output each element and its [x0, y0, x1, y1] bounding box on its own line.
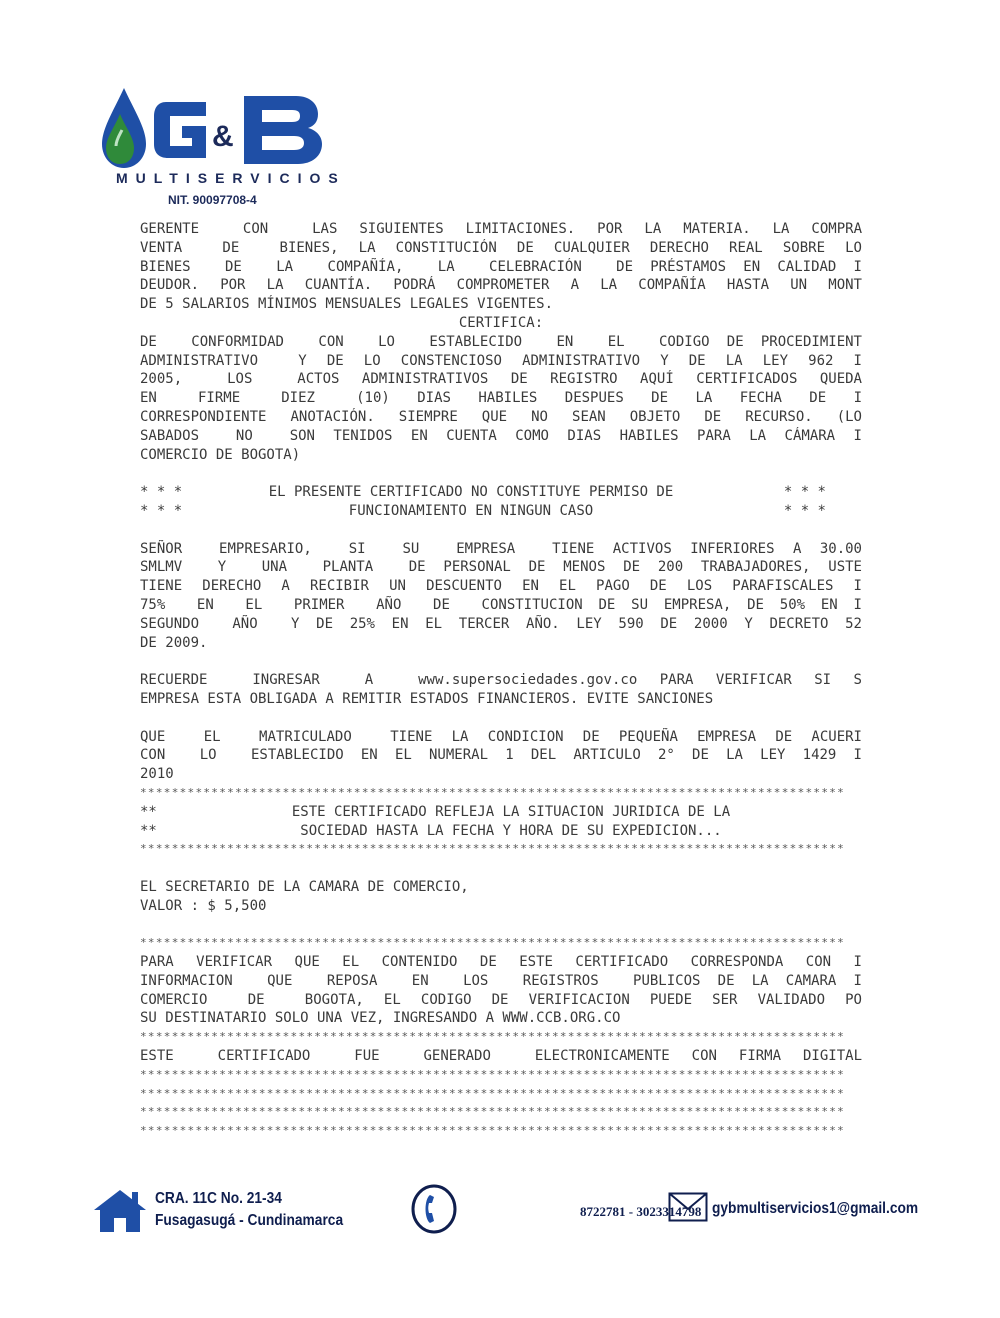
text-line: EMPRESA ESTA OBLIGADA A REMITIR ESTADOS FINANCIEROS. EVITE SANCIONES [140, 690, 714, 707]
supersociedades-paragraph [140, 671, 862, 709]
star-rule: ***************************************************************************************** [140, 936, 846, 950]
notice-stars-right: * * * [783, 484, 826, 501]
logo-subtitle: MULTISERVICIOS [116, 170, 346, 186]
valor-line: VALOR : $ 5,500 [140, 897, 267, 914]
letterhead-footer [0, 1180, 1000, 1260]
text-line: DE 2009. [140, 634, 208, 651]
svg-text:&: & [212, 120, 234, 153]
email-address: gybmultiservicios1@gmail.com [712, 1200, 919, 1217]
permit-notice [140, 483, 862, 521]
text-line: COMERCIO DE BOGOTA, EL CODIGO DE VERIFICACION PUEDE SER VALIDADO PO [140, 991, 862, 1008]
verification-paragraph [140, 953, 862, 1028]
text-line: DE CONFORMIDAD CON LO ESTABLECIDO EN EL CODIGO DE PROCEDIMIENT [140, 333, 862, 350]
procedure-paragraph [140, 333, 862, 465]
text-line: COMERCIO DE BOGOTA) [140, 446, 301, 463]
text-line: RECUERDE INGRESAR A www.supersociedades.gov.co PARA VERIFICAR SI S [140, 672, 862, 689]
text-line: TIENE DERECHO A RECIBIR UN DESCUENTO EN EL PAGO DE LOS PARAFISCALES I [140, 578, 862, 595]
address [155, 1188, 343, 1232]
star-rule: ***************************************************************************************** [140, 1030, 846, 1044]
reflect-line: SOCIEDAD HASTA LA FECHA Y HORA DE SU EXPEDICION... [300, 822, 722, 839]
notice-line: EL PRESENTE CERTIFICADO NO CONSTITUYE PERMISO DE [268, 484, 674, 501]
text-line: 2010 [140, 766, 174, 783]
text-line: DEUDOR. POR LA CUANTÍA. PODRÁ COMPROMETER A LA COMPAÑÍA HASTA UN MONT [140, 277, 862, 294]
star-rule: ***************************************************************************************** [140, 1124, 846, 1138]
text-line: GERENTE CON LAS SIGUIENTES LIMITACIONES. POR LA MATERIA. LA COMPRA [140, 221, 862, 237]
star-rule: ***************************************************************************************** [140, 1067, 846, 1081]
notice-stars-left: * * * [140, 502, 183, 519]
text-line: QUE EL MATRICULADO TIENE LA CONDICION DE PEQUEÑA EMPRESA DE ACUERI [140, 728, 862, 745]
reflect-stars: ** [140, 803, 157, 820]
secretary-line: EL SECRETARIO DE LA CAMARA DE COMERCIO, [140, 878, 469, 895]
text-line: 2005, LOS ACTOS ADMINISTRATIVOS DE REGISTRO AQUÍ CERTIFICADOS QUEDA [140, 371, 862, 388]
text-line: SMLMV Y UNA PLANTA DE PERSONAL DE MENOS DE 200 TRABAJADORES, USTE [140, 559, 862, 576]
limitations-paragraph [140, 220, 862, 314]
nit-number: NIT. 90097708-4 [168, 193, 257, 207]
notice-stars-right: * * * [783, 502, 826, 519]
entrepreneur-paragraph [140, 540, 862, 653]
address-city: Fusagasugá - Cundinamarca [155, 1212, 344, 1229]
certifica-heading: CERTIFICA: [458, 314, 544, 331]
notice-line: FUNCIONAMIENTO EN NINGUN CASO [348, 502, 594, 519]
text-line: CON LO ESTABLECIDO EN EL NUMERAL 1 DEL ARTICULO 2° DE LA LEY 1429 I [140, 747, 862, 764]
text-line: DE 5 SALARIOS MÍNIMOS MENSUALES LEGALES VIGENTES. [140, 296, 554, 313]
certificate-body [140, 220, 862, 1150]
star-rule: ***************************************************************************************** [140, 1086, 846, 1100]
text-line: VENTA DE BIENES, LA CONSTITUCIÓN DE CUALQUIER DERECHO REAL SOBRE LO [140, 239, 862, 256]
gb-logo [96, 84, 336, 170]
text-line: ADMINISTRATIVO Y DE LO CONSTENCIOSO ADMINISTRATIVO Y DE LA LEY 962 I [140, 352, 862, 369]
house-icon [92, 1188, 148, 1234]
address-street: CRA. 11C No. 21-34 [155, 1190, 282, 1207]
star-rule: ***************************************************************************************** [140, 1105, 846, 1119]
reflect-line: ESTE CERTIFICADO REFLEJA LA SITUACION JURIDICA DE LA [291, 803, 731, 820]
reflect-notice [140, 803, 862, 841]
notice-stars-left: * * * [140, 484, 183, 501]
phone-icon [410, 1183, 458, 1235]
phone-numbers: 8722781 - 3023314798 [580, 1204, 702, 1219]
text-line: BIENES DE LA COMPAÑÍA, LA CELEBRACIÓN DE PRÉSTAMOS EN CALIDAD I [140, 258, 862, 275]
small-business-paragraph [140, 728, 862, 784]
text-line: INFORMACION QUE REPOSA EN LOS REGISTROS PUBLICOS DE LA CAMARA I [140, 972, 862, 989]
star-rule: ***************************************************************************************** [140, 842, 846, 856]
text-line: PARA VERIFICAR QUE EL CONTENIDO DE ESTE CERTIFICADO CORRESPONDA CON I [140, 954, 862, 971]
text-line: SU DESTINATARIO SOLO UNA VEZ, INGRESANDO A WWW.CCB.ORG.CO [140, 1010, 621, 1027]
star-rule: ***************************************************************************************** [140, 785, 846, 799]
text-line: SEGUNDO AÑO Y DE 25% EN EL TERCER AÑO. LEY 590 DE 2000 Y DECRETO 52 [140, 615, 862, 632]
envelope-icon [668, 1192, 708, 1222]
text-line: EN FIRME DIEZ (10) DIAS HABILES DESPUES DE LA FECHA DE I [140, 390, 862, 407]
text-line: CORRESPONDIENTE ANOTACIÓN. SIEMPRE QUE NO SEAN OBJETO DE RECURSO. (LO [140, 408, 862, 425]
digital-signature-line: ESTE CERTIFICADO FUE GENERADO ELECTRONICAMENTE CON FIRMA DIGITAL [140, 1048, 862, 1065]
text-line: SABADOS NO SON TENIDOS EN CUENTA COMO DIAS HABILES PARA LA CÁMARA I [140, 427, 862, 444]
text-line: SEÑOR EMPRESARIO, SI SU EMPRESA TIENE ACTIVOS INFERIORES A 30.00 [140, 540, 862, 557]
text-line: 75% EN EL PRIMER AÑO DE CONSTITUCION DE SU EMPRESA, DE 50% EN I [140, 596, 862, 613]
reflect-stars: ** [140, 822, 157, 839]
